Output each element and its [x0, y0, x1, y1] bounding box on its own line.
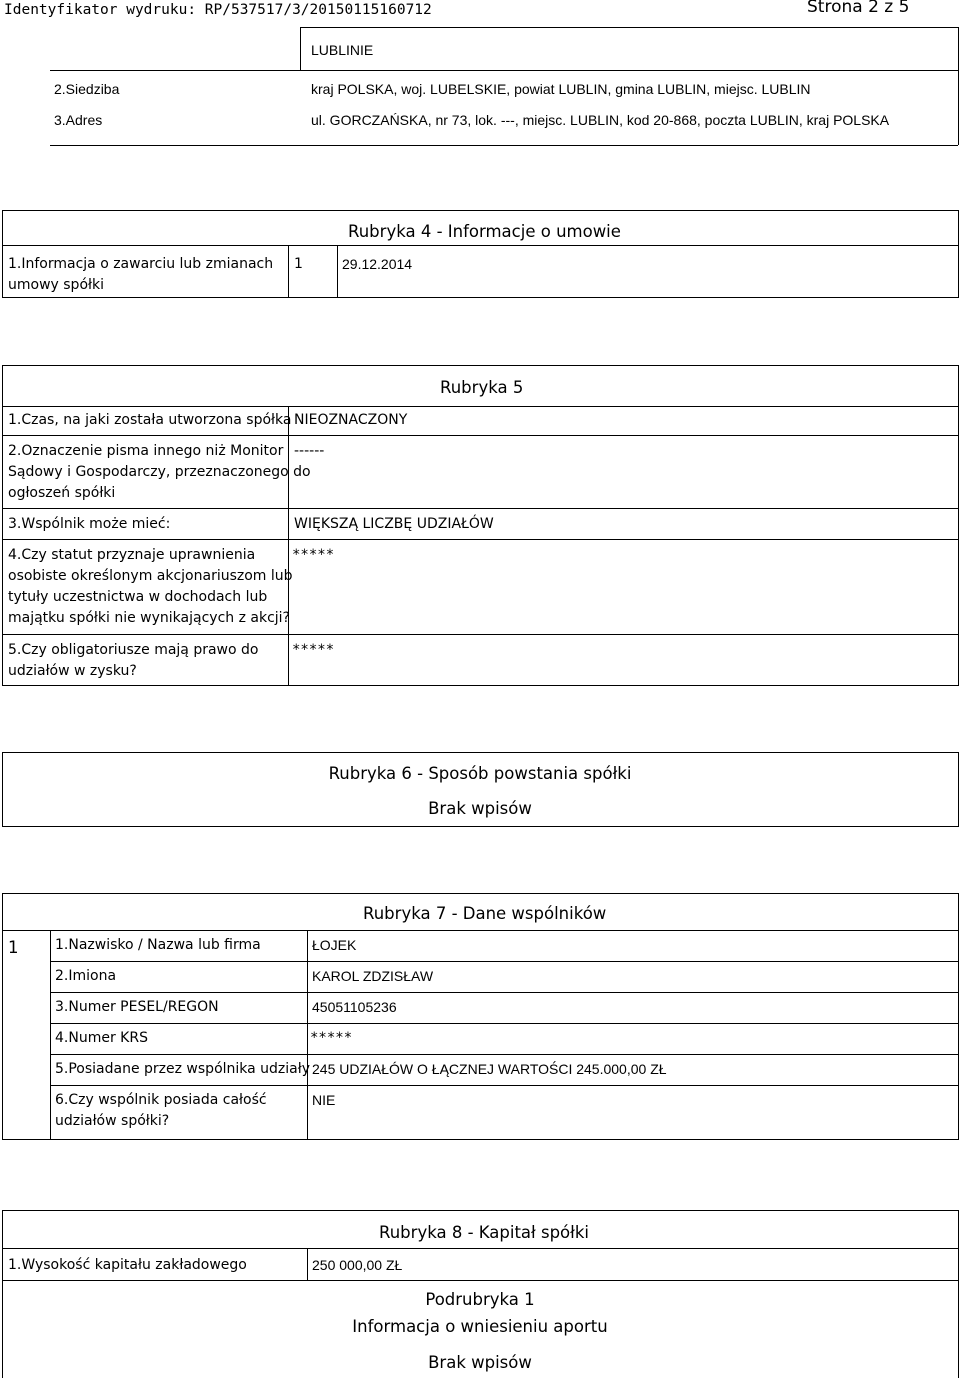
rubryka-6-title: Rubryka 6 - Sposób powstania spółki	[328, 764, 632, 783]
partner-all-shares-value: NIE	[312, 1092, 336, 1108]
partner-krs-label: 4.Numer KRS	[55, 1030, 148, 1046]
q1-label: 1.Czas, na jaki została utworzona spółka	[8, 412, 292, 428]
siedziba-value: kraj POLSKA, woj. LUBELSKIE, powiat LUBLIN, gmina LUBLIN, miejsc. LUBLIN	[311, 81, 811, 97]
q2-value: ------	[294, 443, 325, 459]
rubryka-5-title: Rubryka 5	[440, 378, 524, 397]
agreement-date: 29.12.2014	[342, 256, 413, 272]
siedziba-label: 2.Siedziba	[54, 81, 120, 97]
adres-label: 3.Adres	[54, 112, 103, 128]
subsection-subtitle: Informacja o wniesieniu aportu	[352, 1317, 608, 1336]
partner-pesel-label: 3.Numer PESEL/REGON	[55, 999, 219, 1015]
q4-label-line-2: osobiste określonym akcjonariuszom lub	[8, 568, 293, 584]
capital-value: 250 000,00 ZŁ	[312, 1257, 403, 1273]
subsection-title: Podrubryka 1	[425, 1290, 535, 1309]
partner-krs-value: *****	[310, 1030, 353, 1046]
agreement-number: 1	[294, 256, 303, 272]
q4-label-line-1: 4.Czy statut przyznaje uprawnienia	[8, 547, 256, 563]
page-number: Strona 2 z 5	[807, 0, 910, 17]
q2-label-line-3: ogłoszeń spółki	[8, 485, 116, 501]
q4-label-line-4: majątku spółki nie wynikających z akcji?	[8, 610, 290, 626]
q5-value: *****	[292, 642, 335, 658]
subsection-empty: Brak wpisów	[428, 1353, 532, 1372]
print-identifier: Identyfikator wydruku: RP/537517/3/20150115160712	[4, 2, 432, 18]
q5-label-line-1: 5.Czy obligatoriusze mają prawo do	[8, 642, 259, 658]
partner-index: 1	[8, 938, 19, 957]
q5-label-line-2: udziałów w zysku?	[8, 663, 137, 679]
partner-shares-label: 5.Posiadane przez wspólnika udziały	[55, 1061, 311, 1077]
partner-surname-label: 1.Nazwisko / Nazwa lub firma	[55, 937, 261, 953]
partner-all-shares-label-line-1: 6.Czy wspólnik posiada całość	[55, 1092, 267, 1108]
partner-shares-value: 245 UDZIAŁÓW O ŁĄCZNEJ WARTOŚCI 245.000,00 ZŁ	[312, 1061, 667, 1077]
city-value: LUBLINIE	[311, 42, 374, 58]
q2-label-line-1: 2.Oznaczenie pisma innego niż Monitor	[8, 443, 284, 459]
agreement-label-line-1: 1.Informacja o zawarciu lub zmianach	[8, 256, 274, 272]
rubryka-8-title: Rubryka 8 - Kapitał spółki	[379, 1223, 589, 1242]
partner-all-shares-label-line-2: udziałów spółki?	[55, 1113, 170, 1129]
rubryka-6-empty: Brak wpisów	[428, 799, 532, 818]
partner-names-label: 2.Imiona	[55, 968, 117, 984]
partner-pesel-value: 45051105236	[312, 999, 397, 1015]
rubryka-4-title: Rubryka 4 - Informacje o umowie	[348, 222, 621, 241]
q3-label: 3.Wspólnik może mieć:	[8, 516, 171, 532]
q2-label-line-2: Sądowy i Gospodarczy, przeznaczonego do	[8, 464, 311, 480]
q3-value: WIĘKSZĄ LICZBĘ UDZIAŁÓW	[294, 516, 494, 532]
partner-surname-value: ŁOJEK	[312, 937, 357, 953]
q4-label-line-3: tytuły uczestnictwa w dochodach lub	[8, 589, 268, 605]
q1-value: NIEOZNACZONY	[294, 412, 408, 428]
agreement-label-line-2: umowy spółki	[8, 277, 104, 293]
adres-value: ul. GORCZAŃSKA, nr 73, lok. ---, miejsc. LUBLIN, kod 20-868, poczta LUBLIN, kraj POLSKA	[311, 112, 890, 128]
q4-value: *****	[292, 547, 335, 563]
rubryka-7-title: Rubryka 7 - Dane wspólników	[363, 904, 607, 923]
capital-label: 1.Wysokość kapitału zakładowego	[8, 1257, 247, 1273]
partner-names-value: KAROL ZDZISŁAW	[312, 968, 434, 984]
